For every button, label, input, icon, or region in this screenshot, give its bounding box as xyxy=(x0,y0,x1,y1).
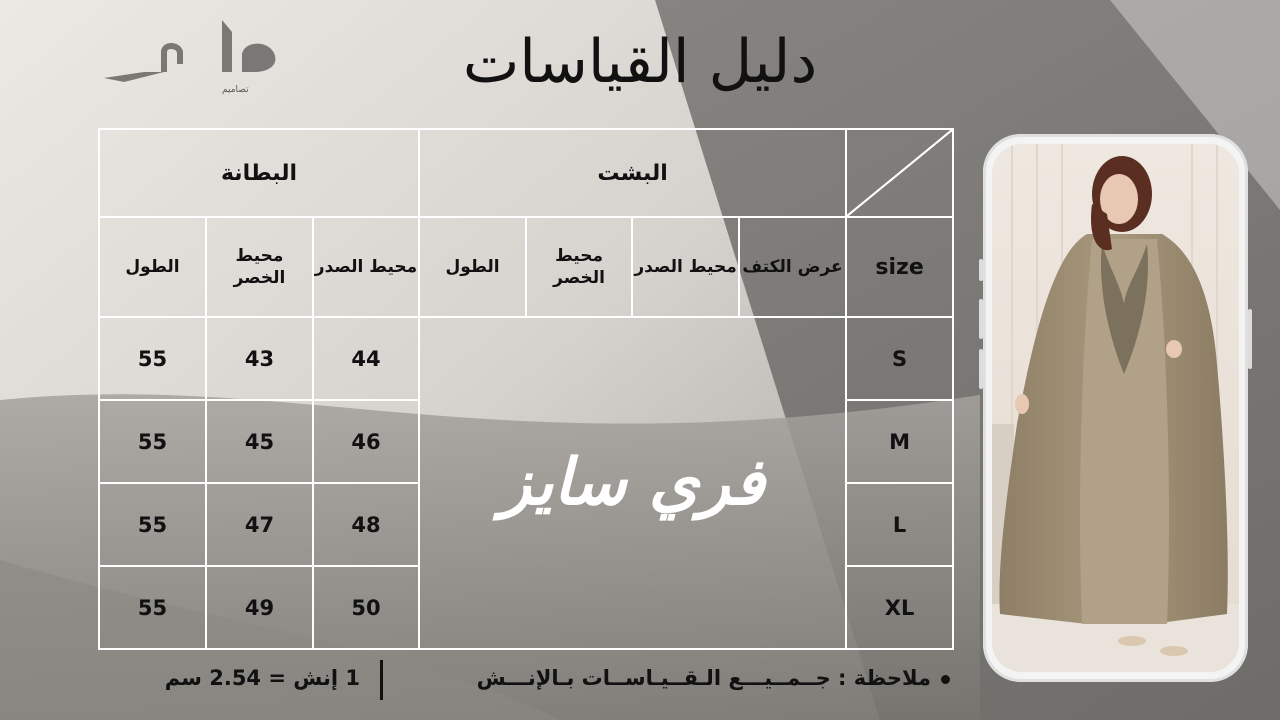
logo-subtitle: تصاميم xyxy=(222,85,249,95)
phone-side-button xyxy=(1248,309,1252,369)
col-header-bisht-shoulder: عرض الكتف xyxy=(739,217,846,317)
cell-waist: 45 xyxy=(206,400,313,483)
col-header-lining-chest: محيط الصدر xyxy=(313,217,419,317)
model-abaya-image xyxy=(992,144,1239,672)
note-divider xyxy=(380,660,383,700)
cell-waist: 49 xyxy=(206,566,313,649)
cell-size: XL xyxy=(846,566,953,649)
measurement-note-text: ملاحظة : جــمــيـــع الـقــيـاســات بـالإنـــش xyxy=(476,666,931,690)
col-header-bisht-length: الطول xyxy=(419,217,526,317)
group-header-lining: البطانة xyxy=(99,129,419,217)
brand-logo xyxy=(104,20,284,100)
cell-size: S xyxy=(846,317,953,400)
phone-side-button xyxy=(979,259,983,281)
diagonal-corner-cell xyxy=(846,129,953,217)
cell-size: M xyxy=(846,400,953,483)
phone-side-button xyxy=(979,349,983,389)
free-size-cell xyxy=(419,317,846,649)
col-header-lining-length: الطول xyxy=(99,217,206,317)
table-row xyxy=(99,317,953,400)
diagonal-line-icon xyxy=(847,130,952,216)
bullet-icon xyxy=(941,675,950,684)
cell-chest: 50 xyxy=(313,566,419,649)
col-header-lining-waist: محيط الخصر xyxy=(206,217,313,317)
cell-chest: 48 xyxy=(313,483,419,566)
group-header-bisht: البشت xyxy=(419,129,846,217)
col-header-bisht-waist: محيط الخصر xyxy=(526,217,632,317)
cell-chest: 44 xyxy=(313,317,419,400)
free-size-label: فري سايز xyxy=(500,446,765,520)
cell-length: 55 xyxy=(99,400,206,483)
cell-length: 55 xyxy=(99,483,206,566)
page-title: دليل القياسات xyxy=(462,27,818,97)
cell-chest: 46 xyxy=(313,400,419,483)
phone-side-button xyxy=(979,299,983,339)
size-table xyxy=(98,128,954,650)
cell-size: L xyxy=(846,483,953,566)
cell-length: 55 xyxy=(99,317,206,400)
cell-waist: 47 xyxy=(206,483,313,566)
col-header-bisht-chest: محيط الصدر xyxy=(632,217,739,317)
measurement-note xyxy=(410,666,950,690)
phone-mockup xyxy=(983,134,1248,682)
cell-waist: 43 xyxy=(206,317,313,400)
col-header-size: size xyxy=(846,217,953,317)
inch-conversion: 1 إنش = 2.54 سم xyxy=(164,666,360,690)
cell-length: 55 xyxy=(99,566,206,649)
logo-mark-icon xyxy=(104,20,284,100)
product-photo xyxy=(992,144,1239,672)
